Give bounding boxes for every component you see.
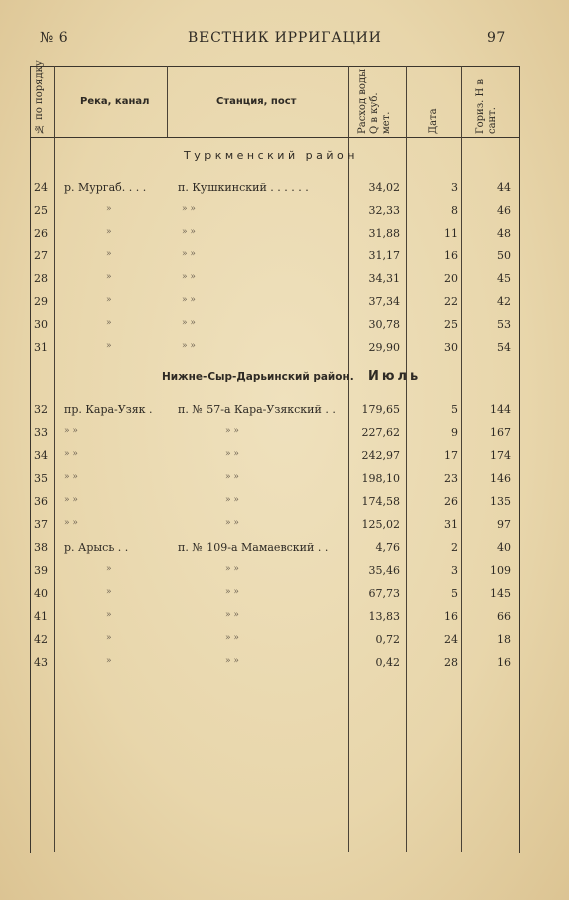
station-cell: » »	[182, 295, 196, 305]
table-row	[0, 633, 569, 655]
river-cell: »	[106, 587, 112, 597]
level-cell: 46	[497, 203, 511, 217]
date-cell: 16	[444, 610, 458, 623]
station-cell: » »	[225, 449, 239, 459]
column-header-flow: Расход воды Q в куб. мет.	[357, 68, 392, 134]
column-header-station: Станция, пост	[216, 96, 297, 107]
level-cell: 144	[490, 403, 511, 416]
flow-cell: 31,17	[368, 249, 400, 263]
date-cell: 9	[451, 426, 458, 439]
flow-cell: 0,72	[375, 633, 400, 646]
flow-cell: 242,97	[361, 449, 400, 462]
date-cell: 11	[444, 226, 458, 240]
flow-cell: 67,73	[368, 587, 400, 600]
row-number: 41	[34, 610, 48, 623]
station-cell: » »	[182, 340, 196, 351]
table-row	[0, 181, 569, 203]
row-number: 36	[34, 495, 48, 508]
level-cell: 145	[490, 587, 511, 600]
column-header-level: Гориз. Н в сант.	[475, 78, 498, 134]
table-row	[0, 495, 569, 517]
level-cell: 54	[497, 340, 511, 354]
row-number: 35	[34, 472, 48, 485]
month-label: Июль	[368, 369, 422, 384]
level-cell: 167	[490, 426, 511, 439]
date-cell: 31	[444, 518, 458, 531]
river-cell: »	[106, 317, 112, 328]
flow-cell: 32,33	[368, 203, 400, 217]
river-cell: »	[106, 295, 112, 305]
flow-cell: 13,83	[368, 610, 400, 623]
river-cell: » »	[64, 426, 78, 436]
table-row	[0, 656, 569, 678]
level-cell: 146	[490, 472, 511, 485]
row-number: 27	[34, 249, 48, 263]
table-row	[0, 341, 569, 363]
flow-cell: 0,42	[375, 656, 400, 669]
row-number: 26	[34, 226, 48, 240]
river-cell: » »	[64, 518, 78, 528]
section-title-turkmen: Туркменский район	[184, 149, 358, 162]
row-number: 34	[34, 449, 48, 462]
date-cell: 17	[444, 449, 458, 462]
river-cell: р. Арысь . .	[64, 541, 129, 554]
date-cell: 30	[444, 340, 458, 354]
date-cell: 2	[451, 541, 458, 554]
level-cell: 50	[497, 249, 511, 263]
date-cell: 16	[444, 249, 458, 263]
table-row	[0, 587, 569, 609]
flow-cell: 30,78	[368, 317, 400, 331]
river-cell: »	[106, 249, 112, 260]
row-number: 40	[34, 587, 48, 600]
level-cell: 44	[497, 181, 511, 194]
flow-cell: 29,90	[368, 340, 400, 354]
station-cell: » »	[225, 610, 239, 620]
table-row	[0, 318, 569, 340]
station-cell: » »	[225, 656, 239, 666]
column-divider	[167, 66, 168, 137]
column-header-river: Река, канал	[80, 96, 150, 107]
date-cell: 24	[444, 633, 458, 646]
row-number: 39	[34, 564, 48, 577]
table-row	[0, 541, 569, 563]
station-cell: п. № 109-а Мамаевский . .	[178, 541, 329, 554]
station-cell: » »	[225, 518, 239, 528]
row-number: 29	[34, 295, 48, 308]
station-cell: » »	[182, 203, 196, 214]
issue-number: № 6	[40, 30, 69, 46]
station-cell: » »	[182, 272, 196, 283]
flow-cell: 174,58	[361, 495, 400, 508]
level-cell: 48	[497, 226, 511, 240]
flow-cell: 34,02	[368, 181, 400, 194]
flow-cell: 37,34	[368, 295, 400, 308]
table-row	[0, 227, 569, 249]
river-cell: » »	[64, 449, 78, 459]
level-cell: 109	[490, 564, 511, 577]
date-cell: 28	[444, 656, 458, 669]
date-cell: 26	[444, 495, 458, 508]
table-row	[0, 449, 569, 471]
column-header-number: № по порядку	[34, 60, 45, 134]
row-number: 25	[34, 203, 48, 217]
level-cell: 40	[497, 541, 511, 554]
river-cell: »	[106, 610, 112, 620]
station-cell: » »	[225, 426, 239, 436]
date-cell: 20	[444, 272, 458, 286]
table-row	[0, 295, 569, 317]
station-cell: » »	[182, 317, 196, 328]
row-number: 42	[34, 633, 48, 646]
level-cell: 97	[497, 518, 511, 531]
date-cell: 5	[451, 403, 458, 416]
date-cell: 23	[444, 472, 458, 485]
river-cell: пр. Кара-Узяк .	[64, 403, 153, 416]
table-row	[0, 249, 569, 271]
page-number: 97	[487, 30, 506, 46]
table-row	[0, 610, 569, 632]
station-cell: » »	[182, 249, 196, 260]
flow-cell: 4,76	[375, 541, 400, 554]
date-cell: 3	[451, 181, 458, 194]
table-row	[0, 564, 569, 586]
station-cell: » »	[225, 633, 239, 643]
level-cell: 174	[490, 449, 511, 462]
station-cell: » »	[225, 564, 239, 574]
row-number: 31	[34, 340, 48, 354]
table-row	[0, 204, 569, 226]
flow-cell: 179,65	[361, 403, 400, 416]
level-cell: 135	[490, 495, 511, 508]
date-cell: 8	[451, 203, 458, 217]
row-number: 38	[34, 541, 48, 554]
date-cell: 3	[451, 564, 458, 577]
flow-cell: 227,62	[361, 426, 400, 439]
river-cell: » »	[64, 495, 78, 505]
station-cell: » »	[225, 495, 239, 505]
level-cell: 18	[497, 633, 511, 646]
river-cell: »	[106, 564, 112, 574]
station-cell: п. Кушкинский . . . . . .	[178, 181, 309, 194]
station-cell: » »	[225, 587, 239, 597]
date-cell: 22	[444, 295, 458, 308]
table-row	[0, 272, 569, 294]
table-row	[0, 426, 569, 448]
row-number: 28	[34, 272, 48, 286]
date-cell: 25	[444, 317, 458, 331]
row-number: 33	[34, 426, 48, 439]
section-title-syr-darya: Нижне-Сыр-Дарьинский район.	[162, 371, 354, 383]
table-row	[0, 518, 569, 540]
row-number: 43	[34, 656, 48, 669]
date-cell: 5	[451, 587, 458, 600]
river-cell: »	[106, 272, 112, 283]
station-cell: п. № 57-а Кара-Узякский . .	[178, 403, 336, 416]
level-cell: 16	[497, 656, 511, 669]
column-header-date: Дата	[428, 108, 439, 134]
journal-title: ВЕСТНИК ИРРИГАЦИИ	[188, 30, 382, 46]
river-cell: »	[106, 203, 112, 214]
flow-cell: 198,10	[361, 472, 400, 485]
station-cell: » »	[225, 472, 239, 482]
flow-cell: 31,88	[368, 226, 400, 240]
station-cell: » »	[182, 226, 196, 237]
level-cell: 66	[497, 610, 511, 623]
flow-cell: 35,46	[368, 564, 400, 577]
flow-cell: 34,31	[368, 272, 400, 286]
table-row	[0, 472, 569, 494]
flow-cell: 125,02	[361, 518, 400, 531]
row-number: 24	[34, 181, 48, 194]
row-number: 37	[34, 518, 48, 531]
level-cell: 42	[497, 295, 511, 308]
river-cell: »	[106, 633, 112, 643]
row-number: 30	[34, 317, 48, 331]
row-number: 32	[34, 403, 48, 416]
river-cell: » »	[64, 472, 78, 482]
level-cell: 45	[497, 272, 511, 286]
level-cell: 53	[497, 317, 511, 331]
river-cell: »	[106, 656, 112, 666]
table-header-divider	[30, 137, 520, 138]
river-cell: р. Мургаб. . . .	[64, 181, 147, 194]
river-cell: »	[106, 226, 112, 237]
table-row	[0, 403, 569, 425]
river-cell: »	[106, 340, 112, 351]
